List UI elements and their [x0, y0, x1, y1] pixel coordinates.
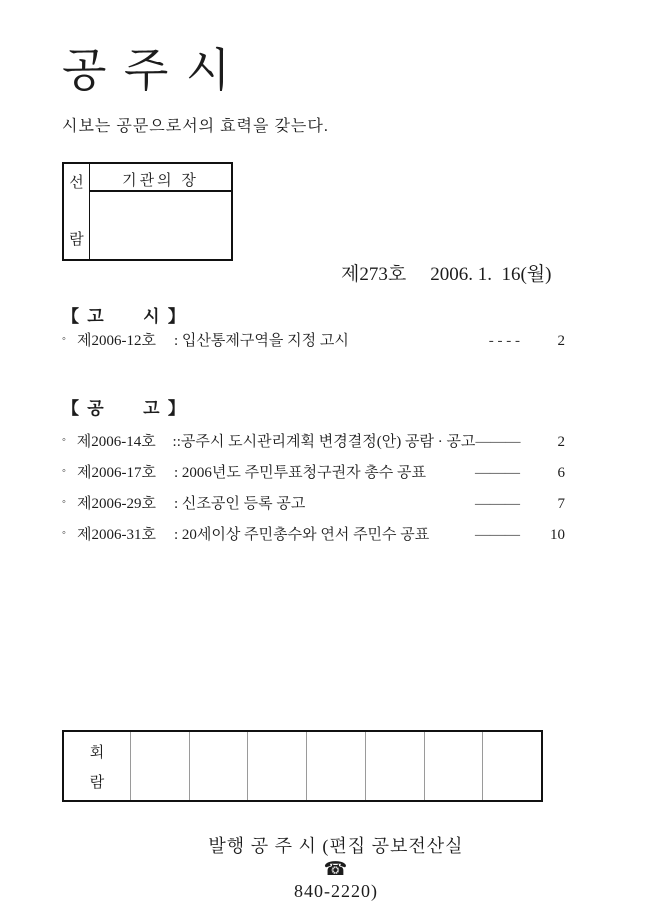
- entry-doc-number: 제2006-31호: [77, 527, 156, 543]
- toc-entry: [62, 492, 565, 513]
- entry-bullet-icon: ◦: [62, 496, 66, 508]
- entry-bullet-icon: ◦: [62, 333, 66, 345]
- circulation-empty-cell: [130, 732, 189, 800]
- toc-entry: [62, 523, 565, 544]
- entry-title: : 신조공인 등록 공고: [174, 496, 306, 512]
- entry-bullet-icon: ◦: [62, 527, 66, 539]
- section-heading-notice: 【 고 시 】: [62, 307, 187, 326]
- circulation-empty-cell: [306, 732, 365, 800]
- issue-line: [322, 237, 551, 308]
- approval-side-char-bottom: 람: [69, 232, 84, 248]
- city-title: 공 주 시: [62, 45, 234, 96]
- issue-date: 2006. 1. 16(월): [430, 264, 552, 285]
- entry-bullet-icon: ◦: [62, 465, 66, 477]
- approval-side-char-top: 선: [69, 175, 84, 191]
- entry-doc-number: 제2006-29호: [77, 496, 156, 512]
- footer-text-prefix: 발행 공 주 시 (편집 공보전산실: [208, 836, 464, 856]
- entry-doc-number: 제2006-12호: [77, 333, 156, 349]
- entry-page-number: 6: [557, 465, 565, 481]
- entry-doc-number: 제2006-17호: [77, 465, 156, 481]
- toc-entry: [62, 461, 565, 482]
- entry-dash-leader: ———: [475, 434, 521, 450]
- entry-title: : 20세이상 주민총수와 연서 주민수 공표: [174, 527, 430, 543]
- entry-bullet-icon: ◦: [62, 434, 66, 446]
- entry-title: ::공주시 도시관리계획 변경결정(안) 공람 · 공고: [172, 434, 476, 450]
- entry-page-number: 7: [557, 496, 565, 512]
- approval-header-label: 기관의 장: [90, 164, 231, 192]
- publisher-footer: [0, 811, 650, 920]
- circulation-empty-cell: [247, 732, 306, 800]
- section-heading-announcement: 【 공 고 】: [62, 399, 187, 418]
- circulation-empty-cell: [482, 732, 541, 800]
- gazette-effect-statement: 시보는 공문으로서의 효력을 갖는다.: [62, 118, 329, 135]
- circulation-char-bottom: 람: [89, 774, 105, 791]
- entry-page-number: 2: [557, 434, 565, 450]
- phone-icon: ☎: [323, 859, 349, 880]
- circulation-char-top: 회: [89, 744, 105, 761]
- toc-entry: [62, 430, 565, 451]
- circulation-empty-cell: [189, 732, 248, 800]
- toc-entry: [62, 329, 565, 350]
- entry-page-number: 2: [557, 333, 565, 349]
- circulation-empty-cell: [365, 732, 424, 800]
- approval-side-label: [64, 164, 90, 259]
- issue-number: 제273호: [341, 264, 407, 285]
- circulation-label-cell: [64, 732, 130, 800]
- approval-box: [62, 162, 233, 261]
- approval-signature-space: [90, 192, 231, 259]
- entry-dash-leader: ———: [475, 465, 520, 481]
- circulation-table: [62, 730, 543, 802]
- entry-title: : 입산통제구역을 지정 고시: [174, 333, 349, 349]
- footer-text-suffix: 840-2220): [294, 881, 378, 901]
- circulation-empty-cell: [424, 732, 483, 800]
- entry-dash-leader: ———: [475, 527, 520, 543]
- approval-main: [90, 164, 231, 259]
- entry-dash-leader: - - - -: [488, 333, 520, 349]
- entry-page-number: 10: [550, 527, 565, 543]
- entry-dash-leader: ———: [475, 496, 520, 512]
- entry-doc-number: 제2006-14호: [76, 434, 156, 450]
- entry-title: : 2006년도 주민투표청구권자 총수 공표: [174, 465, 427, 481]
